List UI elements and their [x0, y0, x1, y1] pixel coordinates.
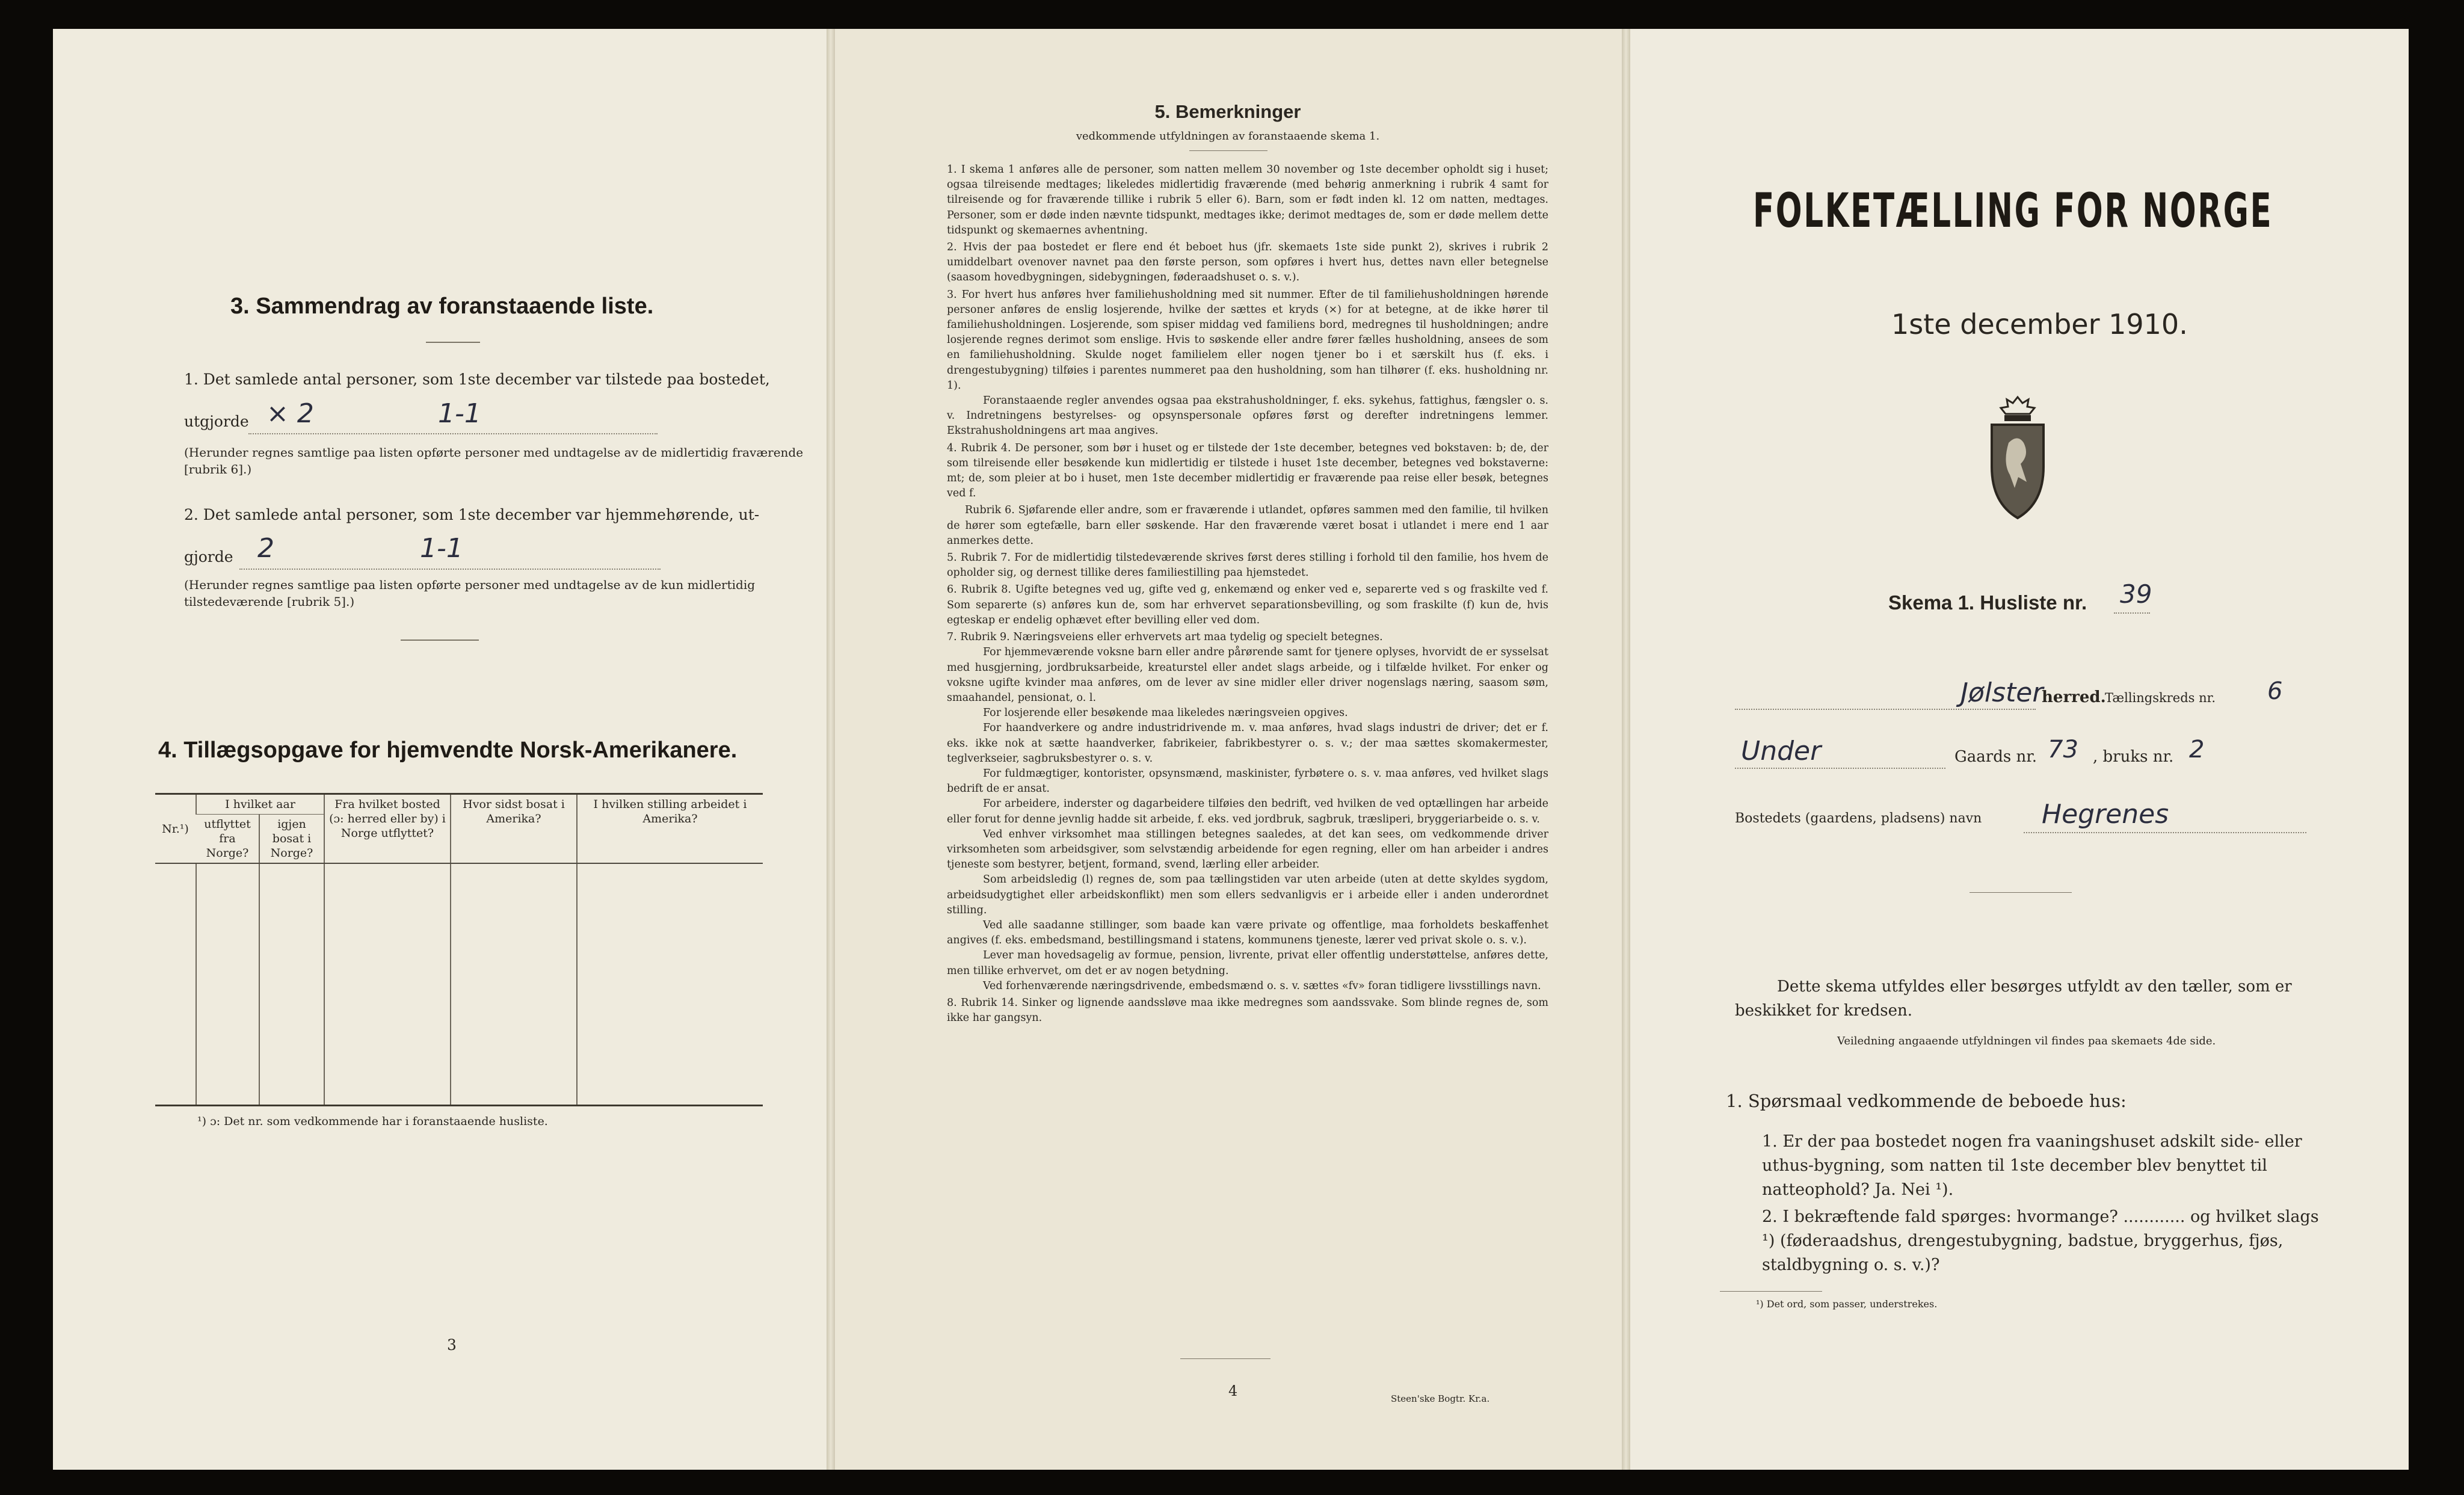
bosted-handwritten: Hegrenes [2042, 799, 2169, 830]
list-item: 1. I skema 1 anføres alle de personer, som natten mellem 30 november og 1ste december opholdt sig i huset; ogsaa tilreisende medtages; likeledes midlertidig fraværende (med behørig anmerkning i rubrik 4 samt for tilreisende og for fraværende tillike i rubrik 5 eller 6). Barn, som er født inden kl. 12 om natten, medtages. Personer, som er døde inden nævnte tidspunkt, medtages ikke; derimot medtages de, som er døde mellem dette tidspunkt og skemaernes avhentning. [947, 164, 1548, 236]
list-item: For fuldmægtiger, kontorister, opsynsmænd, maskinister, fyrbøtere o. s. v. maa anføres, ved hvilket slags bedrift de er ansat. [947, 767, 1548, 795]
veiledning-note: Veiledning angaaende utfyldningen vil findes paa skemaets 4de side. [1837, 1035, 2216, 1047]
table-row [155, 894, 763, 924]
list-item: Ved enhver virksomhet maa stillingen betegnes saaledes, at det kan sees, om vedkommende driver virksomheten som arbeidsgiver, som selvstændig arbeidende for egen regning, eller om han arbeider i andres tjeneste som bestyrer, betjent, formand, svend, lærling eller arbeider. [947, 828, 1548, 871]
list-item: For losjerende eller besøkende maa likeledes næringsveien opgives. [983, 707, 1348, 720]
list-item: Lever man hovedsagelig av formue, pension, livrente, privat eller offentlig understøttelse, anføres dette, men tillike erhvervet, om det er av nogen betydning. [947, 949, 1548, 977]
list-item: 4. Rubrik 4. De personer, som bør i huset og er tilstede der 1ste december, betegnes ved bokstaven: b; de, der som tilreisende eller besøkende kun midlertidig er tilstede i huset 1ste december, betegnes ved bokstaverne: mt; de, som pleier at bo i huset, men 1ste december midlertidig er fraværende paa reise eller besøk, betegnes ved f. [947, 442, 1548, 500]
list-item: For haandverkere og andre industridrivende m. v. maa anføres, hvad slags industri de driver; det er f. eks. ikke nok at sætte haandverker, fabrikeier, fabrikbestyrer o. s. v.; der maa sættes skomakermester, teglverkseier, sagbruksbestyrer o. s. v. [947, 722, 1548, 765]
gaard-handwritten: Under [1741, 736, 1822, 766]
husliste-number-handwritten: 39 [2120, 579, 2152, 609]
table-row [155, 924, 763, 954]
bosted-label: Bostedets (gaardens, pladsens) navn [1735, 811, 1982, 826]
header-occupation: I hvilken stilling arbeidet i Amerika? [577, 795, 763, 863]
remarks-list [947, 162, 1548, 1026]
middle-page [831, 29, 1624, 1470]
q1-text: 1. Det samlede antal personer, som 1ste december var tilstede paa bostedet, [184, 371, 770, 388]
header-last-residence: Hvor sidst bosat i Amerika? [451, 795, 577, 863]
kreds-number-handwritten: 6 [2267, 677, 2283, 705]
footnote: ¹) Det ord, som passer, understrekes. [1756, 1298, 1938, 1310]
list-item: 2. Hvis der paa bostedet er flere end ét beboet hus (jfr. skemaets 1ste side punkt 2), skrives i rubrik 2 umiddelbart ovenover navnet paa den første person, som opføres i hvert hus, dettes navn eller betegnelse (saasom hovedbygningen, sidebygningen, føderaadshuset o. s. v.). [947, 241, 1548, 284]
norway-coat-of-arms-icon [1985, 395, 2051, 521]
list-item: Ved alle saadanne stillinger, som baade kan være private og offentlige, maa forholdets beskaffenhet angives (f. eks. embedsmand, bestillingsmand i statens, kommunens tjeneste, lærer ved privat skole o. s. v.). [947, 919, 1548, 947]
table-row [155, 1044, 763, 1074]
kreds-label: Tællingskreds nr. [2105, 691, 2216, 705]
header-from-where: Fra hvilket bosted (ɔ: herred eller by) i Norge utflyttet? [324, 795, 451, 863]
table-row [155, 1074, 763, 1106]
list-item: 5. Rubrik 7. For de midlertidig tilstedeværende skrives først deres stilling i forhold til den familie, hos hvem de opholder sig, og dernest tillike deres familiestilling paa hjemstedet. [947, 552, 1548, 579]
divider [426, 342, 480, 343]
dotted-line [239, 569, 661, 570]
list-item: 6. Rubrik 8. Ugifte betegnes ved ug, gifte ved g, enkemænd og enker ved e, separerte ved s og fraskilte ved f. Som separerte (s) anføres kun de, som har erhvervet separationsbevilling, og som fraskilte (f) kun de, hvis egteskap er endelig ophævet efter bevilling eller ved dom. [947, 584, 1548, 626]
divider [1970, 892, 2072, 893]
list-item: Foranstaaende regler anvendes ogsaa paa ekstrahusholdninger, f. eks. sykehus, fattighus, fængsler o. s. v. Indretningens bestyrelses- og opsynspersonale opføres først og derefter indretningens lemmer. Ekstrahusholdningens art maa angives. [947, 395, 1548, 437]
table-row [155, 984, 763, 1014]
q2-handwritten-b: 1-1 [420, 533, 463, 564]
census-date: 1ste december 1910. [1891, 308, 2188, 341]
table-row [155, 954, 763, 984]
dotted-line [2024, 832, 2306, 834]
dotted-line [2114, 612, 2150, 614]
q2-text: 2. Det samlede antal personer, som 1ste december var hjemmehørende, ut- [184, 506, 760, 523]
page-fold [827, 29, 835, 1470]
header-year-group: I hvilket aar [196, 795, 324, 815]
question-1: 1. Er der paa bostedet nogen fra vaaningshuset adskilt side- eller uthus-bygning, som natten til 1ste december blev benyttet til natteophold? Ja. Nei ¹). [1762, 1132, 2302, 1199]
divider [1180, 1358, 1270, 1359]
gaard-label: Gaards nr. [1954, 748, 2037, 766]
bruks-number-handwritten: 2 [2189, 736, 2205, 763]
page-fold [1622, 29, 1630, 1470]
printer-mark: Steen'ske Bogtr. Kr.a. [1391, 1393, 1490, 1404]
q1-handwritten-b: 1-1 [438, 398, 481, 429]
remarks-subtitle: vedkommende utfyldningen av foranstaaende skema 1. [1076, 130, 1380, 143]
q1-handwritten-a: × 2 [266, 398, 314, 429]
questions-heading: 1. Spørsmaal vedkommende de beboede hus: [1726, 1091, 2127, 1111]
table-row [155, 1014, 763, 1044]
list-item: Som arbeidsledig (l) regnes de, som paa tællingstiden var uten arbeide (uten at dette skyldes sygdom, arbeidsudygtighet eller arbeidskonflikt) men som ellers sedvanligvis er i arbeide eller i anden underordnet stilling. [947, 874, 1548, 916]
list-item: 7. Rubrik 9. Næringsveiens eller erhvervets art maa tydelig og specielt betegnes. [947, 631, 1383, 644]
table-row [155, 863, 763, 894]
norsk-amerikanere-table [155, 793, 763, 1106]
divider [401, 640, 479, 641]
list-item: For arbeidere, inderster og dagarbeidere tilføies den bedrift, ved hvilken de ved optællingen har arbeide eller forut for denne jevnlig hadde sit arbeide, f. eks. ved jordbruk, sagbruk, træsliperi, bryggeriarbeide o. s. v. [947, 798, 1548, 825]
header-returned: igjen bosat i Norge? [259, 815, 324, 864]
q1-label: utgjorde [184, 413, 249, 430]
page-number: 4 [1228, 1382, 1238, 1399]
bruks-label: , bruks nr. [2093, 748, 2174, 766]
dotted-line [1735, 709, 2036, 711]
instruction-text: Dette skema utfyldes eller besørges utfyldt av den tæller, som er beskikket for kredsen. [1735, 978, 2292, 1020]
dotted-line [248, 433, 658, 435]
q2-handwritten-a: 2 [257, 533, 274, 564]
schema-label: Skema 1. Husliste nr. [1888, 591, 2087, 614]
section3-title: 3. Sammendrag av foranstaaende liste. [230, 294, 654, 319]
herred-handwritten: Jølster [1960, 677, 2044, 708]
remarks-title: 5. Bemerkninger [1154, 101, 1301, 122]
list-item: Ved forhenværende næringsdrivende, embedsmænd o. s. v. sættes «fv» foran tidligere livsstillings navn. [983, 979, 1541, 992]
q2-note: (Herunder regnes samtlige paa listen opførte personer med undtagelse av de kun midlertidig tilstedeværende [rubrik 5].) [184, 578, 756, 609]
right-page [1627, 29, 2409, 1470]
list-item: Rubrik 6. Sjøfarende eller andre, som er fraværende i utlandet, opføres sammen med den familie, til hvilken de hører som egtefælle, barn eller søskende. Har den fraværende været bosat i utlandet i mere end 1 aar anmerkes dette. [947, 504, 1548, 547]
herred-label: herred. [2042, 688, 2106, 706]
census-title: FOLKETÆLLING FOR NORGE [1753, 184, 2273, 238]
divider [1720, 1291, 1822, 1292]
header-nr: Nr.¹) [155, 795, 196, 863]
dotted-line [1735, 768, 1945, 769]
q2-label: gjorde [184, 548, 233, 566]
list-item: For hjemmeværende voksne barn eller andre pårørende samt for tjenere oplyses, hvorvidt de er sysselsat med husgjerning, jordbruksarbeide, kreaturstel eller andet slags arbeide, og i tilfælde hvilket. For enker og voksne ugifte kvinder maa anføres, om de lever av sine midler eller driver nogenslags næring, saasom søm, smaahandel, pensionat, o. l. [947, 646, 1548, 704]
q1-note: (Herunder regnes samtlige paa listen opførte personer med undtagelse av de midlertidig fraværende [rubrik 6].) [184, 445, 804, 476]
list-item: 8. Rubrik 14. Sinker og lignende aandssløve maa ikke medregnes som aandssvake. Som blinde regnes de, som ikke har gangsyn. [947, 996, 1548, 1025]
divider [1189, 150, 1267, 151]
header-emigrated: utflyttet fra Norge? [196, 815, 259, 864]
table-footnote: ¹) ɔ: Det nr. som vedkommende har i foranstaaende husliste. [197, 1115, 548, 1128]
gaard-number-handwritten: 73 [2048, 736, 2078, 763]
page-number: 3 [447, 1336, 457, 1354]
question-2: 2. I bekræftende fald spørges: hvormange? ............ og hvilket slags ¹) (føderaadshus, drengestubygning, badstue, bryggerhus, fjøs, staldbygning o. s. v.)? [1762, 1207, 2319, 1274]
left-page [53, 29, 829, 1470]
section4-title: 4. Tillægsopgave for hjemvendte Norsk-Amerikanere. [158, 738, 738, 763]
list-item: 3. For hvert hus anføres hver familiehusholdning med sit nummer. Efter de til familiehusholdningen hørende personer anføres de enslig losjerende, hvilke der sættes et kryds (×) for at betegne, at de ikke hører til familiehusholdningen. Losjerende, som spiser middag ved familiens bord, medregnes til husholdningen; andre losjerende regnes derimot som enslige. Hvis to søskende eller andre fører fælles husholdning, ansees de som en familiehusholdning. Skulde noget familielem eller nogen tjener bo i et særskilt hus (f. eks. i drengestubygning) tilføies i parentes nummeret paa den husholdning, som han tilhører (f. eks. husholdning nr. 1). [947, 288, 1548, 392]
